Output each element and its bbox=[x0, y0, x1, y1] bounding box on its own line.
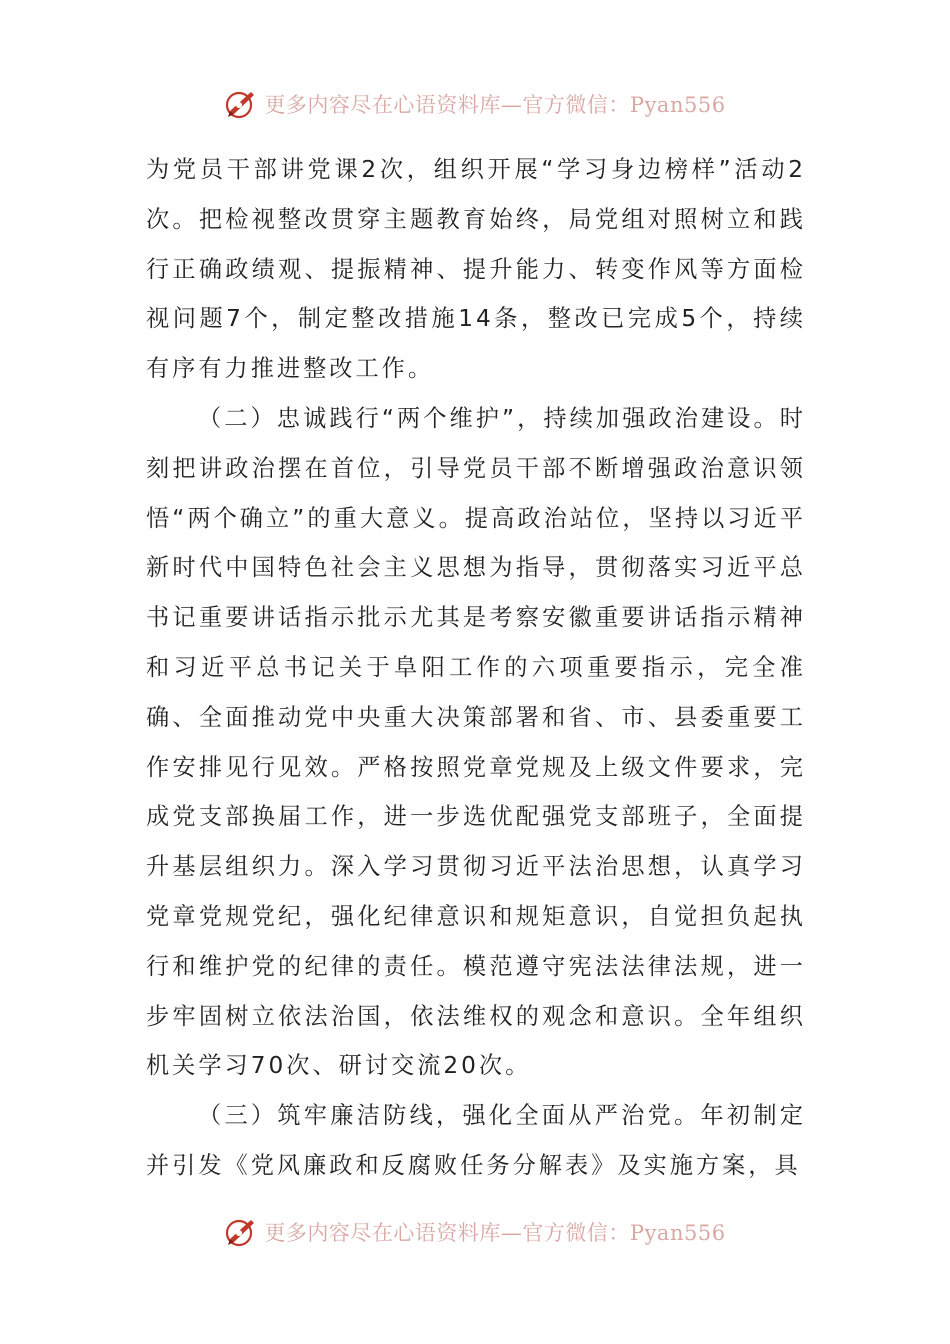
pen-circle-icon bbox=[224, 87, 258, 121]
watermark-banner-top bbox=[0, 84, 950, 124]
watermark-text: 更多内容尽在心语资料库—官方微信：Pyan556 bbox=[264, 93, 726, 117]
pen-circle-icon bbox=[224, 1215, 258, 1249]
watermark-banner-bottom bbox=[0, 1212, 950, 1252]
paragraph-3: （三）筑牢廉洁防线，强化全面从严治党。年初制定并引发《党风廉政和反腐败任务分解表》及实施方案，具 bbox=[146, 1102, 806, 1179]
watermark-text: 更多内容尽在心语资料库—官方微信：Pyan556 bbox=[264, 1221, 726, 1245]
paragraph-2: （二）忠诚践行“两个维护”，持续加强政治建设。时刻把讲政治摆在首位，引导党员干部不断增强政治意识领悟“两个确立”的重大意义。提高政治站位，坚持以习近平新时代中国特色社会主义思想为指导，贯彻落实习近平总书记重要讲话指示批示尤其是考察安徽重要讲话指示精神和习近平总书记关于阜阳工作的六项重要指示，完全准确、全面推动党中央重大决策部署和省、市、县委重要工作安排见行见效。严格按照党章党规及上级文件要求，完成党支部换届工作，进一步选优配强党支部班子，全面提升基层组织力。深入学习贯彻习近平法治思想，认真学习党章党规党纪，强化纪律意识和规矩意识，自觉担负起执行和维护党的纪律的责任。模范遵守宪法法律法规，进一步牢固树立依法治国，依法维权的观念和意识。全年组织机关学习70次、研讨交流20次。 bbox=[146, 404, 806, 1080]
paragraph-1: 为党员干部讲党课2次，组织开展“学习身边榜样”活动2次。把检视整改贯穿主题教育始终，局党组对照树立和践行正确政绩观、提振精神、提升能力、转变作风等方面检视问题7个，制定整改措施14条，整改已完成5个，持续有序有力推进整改工作。 bbox=[146, 156, 806, 383]
document-body bbox=[146, 145, 806, 1191]
